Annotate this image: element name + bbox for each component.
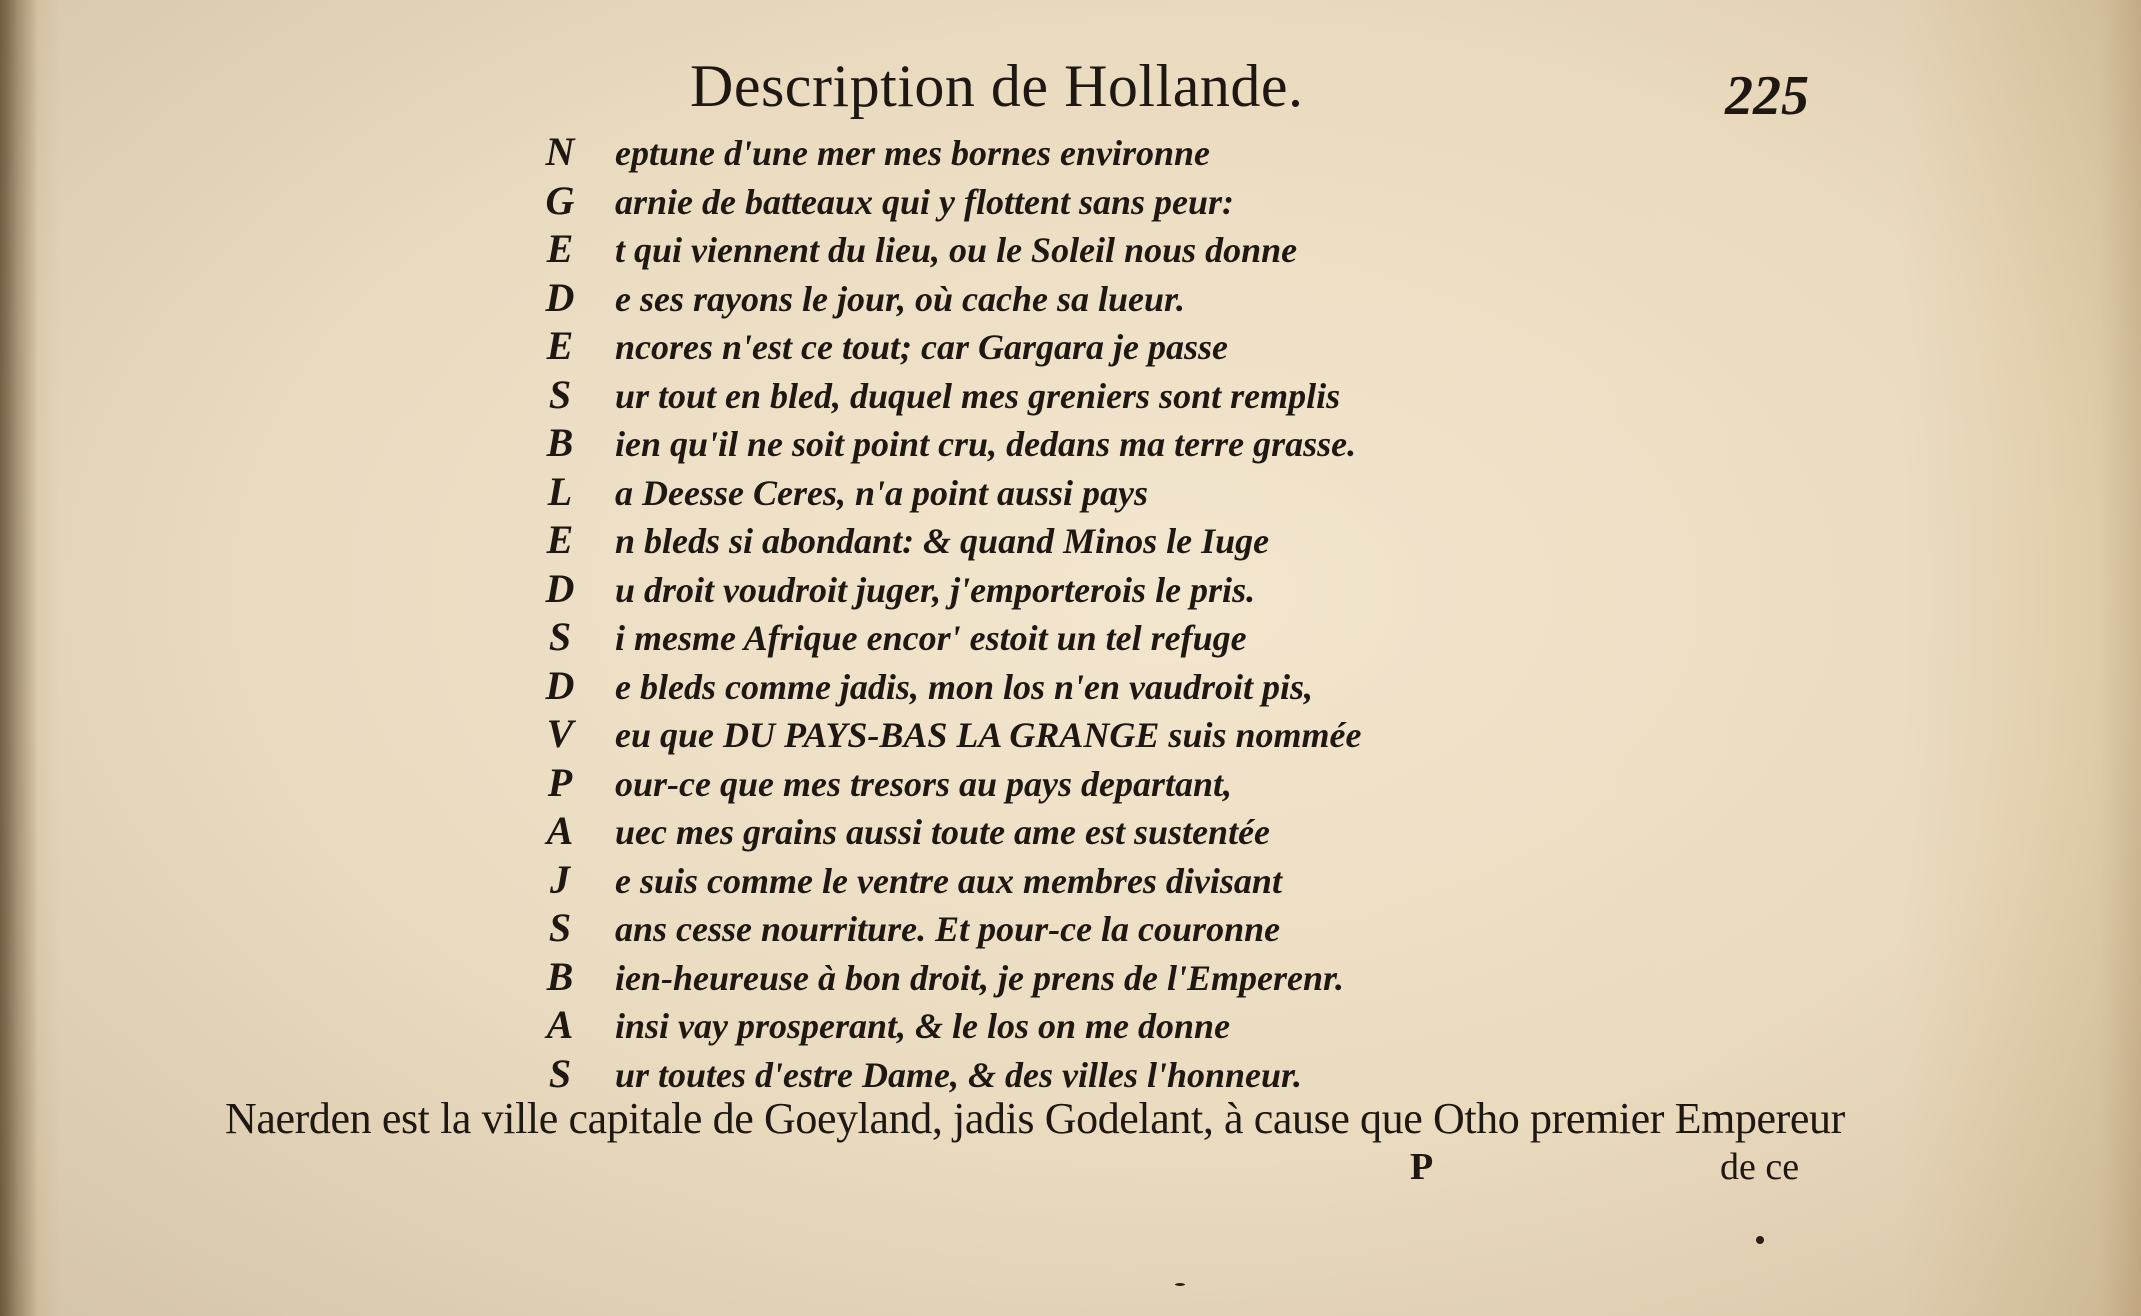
catchword: de ce <box>1720 1146 1800 1188</box>
acrostic-initial: N <box>545 129 575 174</box>
poem-line-text: a Deesse Ceres, n'a point aussi pays <box>615 472 1149 513</box>
poem-line <box>535 662 1835 710</box>
acrostic-initial: S <box>548 905 572 950</box>
poem-line <box>535 613 1835 661</box>
poem-line-text: ans cesse nourriture. Et pour-ce la couronne <box>615 909 1281 949</box>
ink-speck <box>1175 1283 1185 1286</box>
poem-line <box>535 225 1835 273</box>
acrostic-initial: E <box>546 517 574 562</box>
poem-line <box>535 1050 1835 1098</box>
poem-line <box>535 128 1835 176</box>
poem-line-text: ien qu'il ne soit point cru, dedans ma terre grasse. <box>615 424 1357 464</box>
acrostic-initial: B <box>546 953 574 999</box>
poem-line-text: insi vay prosperant, & le los on me donne <box>615 1006 1231 1046</box>
poem-line <box>535 759 1835 807</box>
acrostic-initial: S <box>548 614 572 659</box>
signature-mark: P <box>1410 1146 1434 1188</box>
poem-line-text: e bleds comme jadis, mon los n'en vaudroit pis, <box>615 666 1314 707</box>
poem-line <box>535 371 1835 419</box>
acrostic-initial: D <box>545 662 575 708</box>
poem-line-text: eu que DU PAYS-BAS LA GRANGE suis nommée <box>615 715 1362 755</box>
gutter-shadow <box>0 0 38 1316</box>
poem-line <box>535 322 1835 370</box>
poem-line-text: our-ce que mes tresors au pays departant, <box>615 763 1233 804</box>
poem-line <box>535 710 1835 758</box>
acrostic-initial: S <box>548 1050 572 1096</box>
poem-line-text: ur tout en bled, duquel mes greniers sont remplis <box>615 375 1341 416</box>
poem-line <box>535 274 1835 322</box>
poem-line <box>535 1001 1835 1049</box>
acrostic-initial: S <box>548 371 572 417</box>
poem-line-text: ien-heureuse à bon droit, je prens de l'Emperenr. <box>615 957 1345 998</box>
acrostic-initial: P <box>547 759 573 805</box>
acrostic-initial: E <box>546 226 574 271</box>
acrostic-initial: D <box>545 565 575 611</box>
poem-line <box>535 953 1835 1001</box>
poem-line <box>535 516 1835 564</box>
acrostic-initial: G <box>545 177 575 223</box>
poem-line <box>535 468 1835 516</box>
poem-line-text: e ses rayons le jour, où cache sa lueur. <box>615 278 1186 319</box>
prose-line: Naerden est la ville capitale de Goeyland, jadis Godelant, à cause que Otho premier Empereur <box>225 1094 1845 1143</box>
poem-line-text: ur toutes d'estre Dame, & des villes l'honneur. <box>615 1054 1303 1095</box>
poem-line-text: i mesme Afrique encor' estoit un tel refuge <box>615 618 1247 658</box>
acrostic-initial: E <box>546 323 574 368</box>
poem-line-text: t qui viennent du lieu, ou le Soleil nous donne <box>615 230 1298 270</box>
poem-line-text: uec mes grains aussi toute ame est sustentée <box>615 812 1271 852</box>
poem-line-text: arnie de batteaux qui y flottent sans peur: <box>615 181 1235 222</box>
poem-line <box>535 177 1835 225</box>
page-number: 225 <box>1725 65 1809 127</box>
acrostic-initial: L <box>547 468 573 514</box>
poem-line-text: u droit voudroit juger, j'emporterois le pris. <box>615 569 1256 610</box>
acrostic-initial: A <box>546 1002 574 1047</box>
poem-line <box>535 565 1835 613</box>
poem-line <box>535 904 1835 952</box>
poem-line-text: e suis comme le ventre aux membres divisant <box>615 860 1282 901</box>
poem-line <box>535 856 1835 904</box>
poem-line-text: eptune d'une mer mes bornes environne <box>615 133 1211 173</box>
ink-speck <box>1756 1236 1764 1244</box>
acrostic-initial: B <box>546 420 574 465</box>
poem-line-text: ncores n'est ce tout; car Gargara je passe <box>615 327 1228 367</box>
acrostic-initial: A <box>546 808 574 853</box>
running-header: Description de Hollande. <box>690 53 1304 119</box>
acrostic-initial: V <box>546 711 574 756</box>
poem-line <box>535 807 1835 855</box>
acrostic-initial: D <box>545 274 575 320</box>
acrostic-initial: J <box>550 856 570 902</box>
poem-line-text: n bleds si abondant: & quand Minos le Iuge <box>615 521 1270 561</box>
poem-line <box>535 419 1835 467</box>
